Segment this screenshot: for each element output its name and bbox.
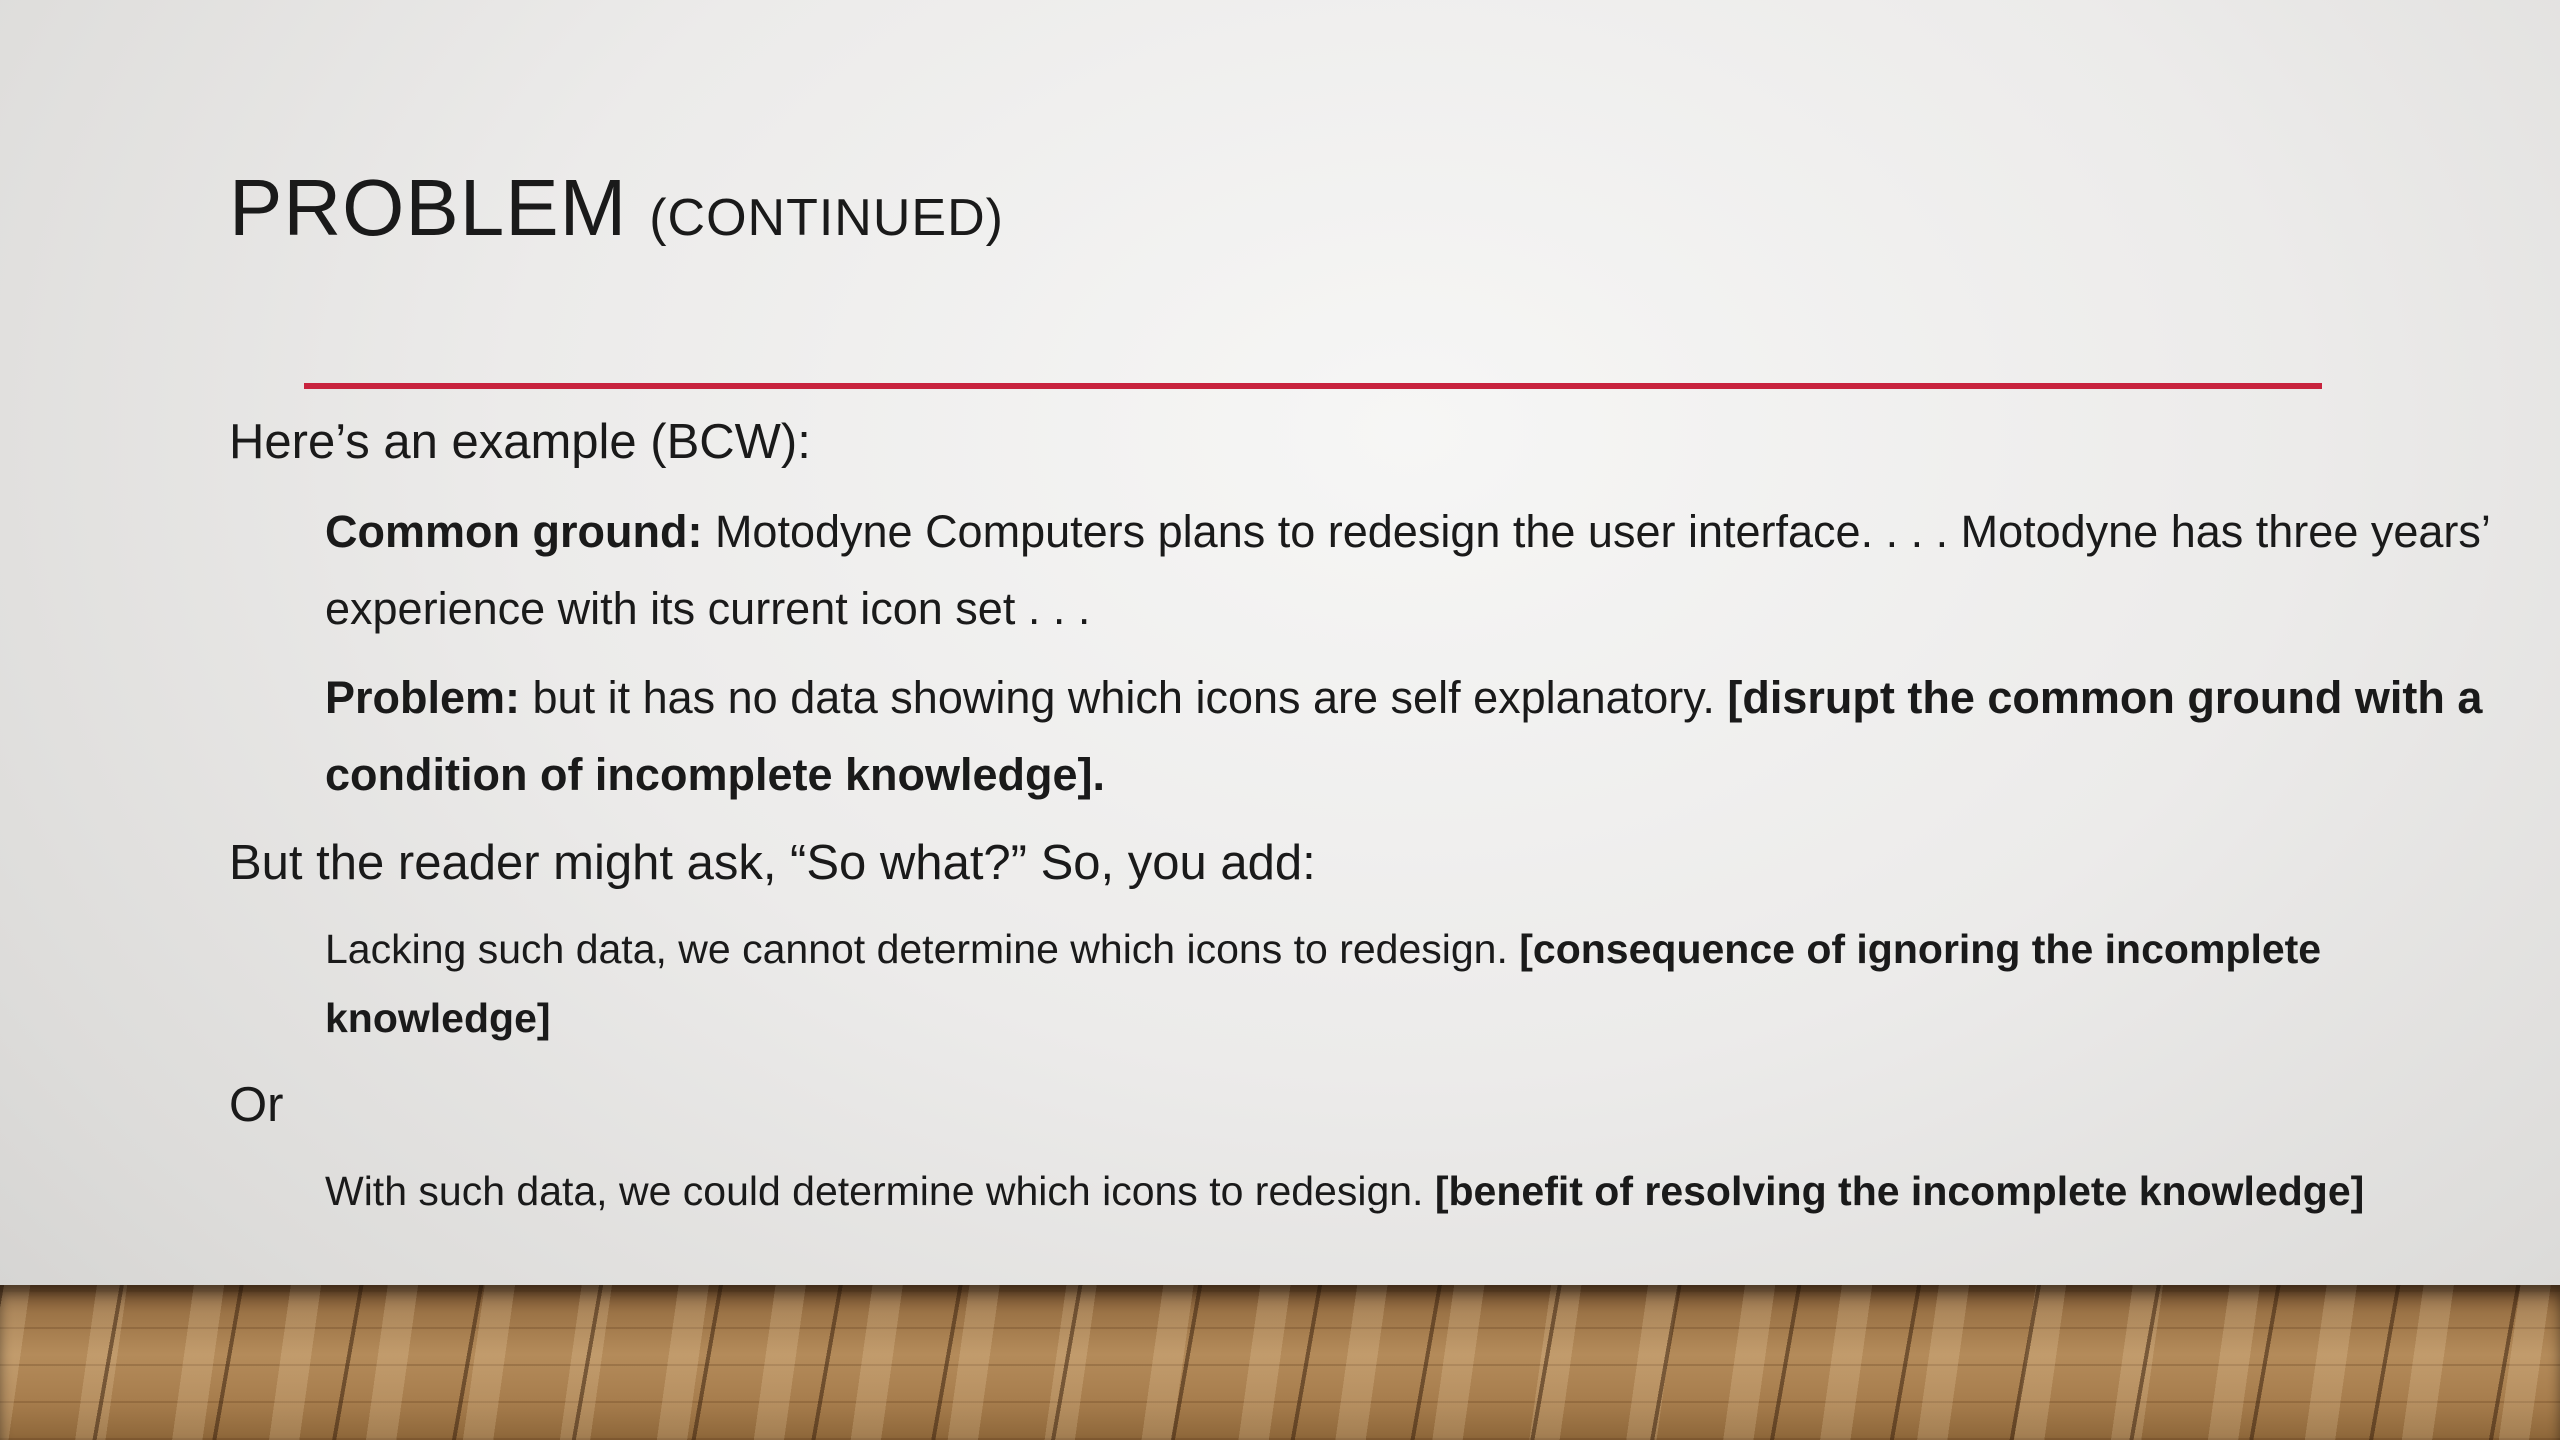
common-ground-text: Motodyne Computers plans to redesign the user interface. . . . Motodyne has three years’ experience with its current icon set . . . — [325, 506, 2490, 634]
common-ground-label: Common ground: — [325, 506, 703, 557]
consequence-paragraph — [229, 915, 2529, 1053]
benefit-paragraph — [229, 1157, 2529, 1226]
or-line — [229, 1071, 2529, 1139]
slide-title-main: PROBLEM — [229, 163, 628, 252]
title-divider — [304, 383, 2322, 389]
intro-text: Here’s an example (BCW): — [229, 415, 811, 469]
benefit-note: [benefit of resolving the incomplete knowledge] — [1434, 1168, 2365, 1214]
consequence-note: [consequence of ignoring the incomplete knowledge] — [325, 926, 2322, 1041]
slide-body — [229, 408, 2529, 1226]
slide-title — [229, 163, 1004, 252]
consequence-text: Lacking such data, we cannot determine which icons to redesign. — [325, 926, 1520, 972]
or-text: Or — [229, 1078, 284, 1132]
problem-note: [disrupt the common ground with a condition of incomplete knowledge]. — [325, 672, 2483, 800]
problem-paragraph — [229, 659, 2529, 813]
common-ground-paragraph — [229, 493, 2529, 647]
problem-label: Problem: — [325, 672, 521, 723]
slide-title-sub: (CONTINUED) — [649, 189, 1004, 247]
problem-text: but it has no data showing which icons are self explanatory. — [520, 672, 1728, 723]
so-what-line — [229, 829, 2529, 897]
wood-floor-background — [0, 1285, 2560, 1440]
benefit-text: With such data, we could determine which icons to redesign. — [325, 1168, 1435, 1214]
so-what-text: But the reader might ask, “So what?” So, you add: — [229, 836, 1316, 890]
intro-line — [229, 408, 2529, 476]
